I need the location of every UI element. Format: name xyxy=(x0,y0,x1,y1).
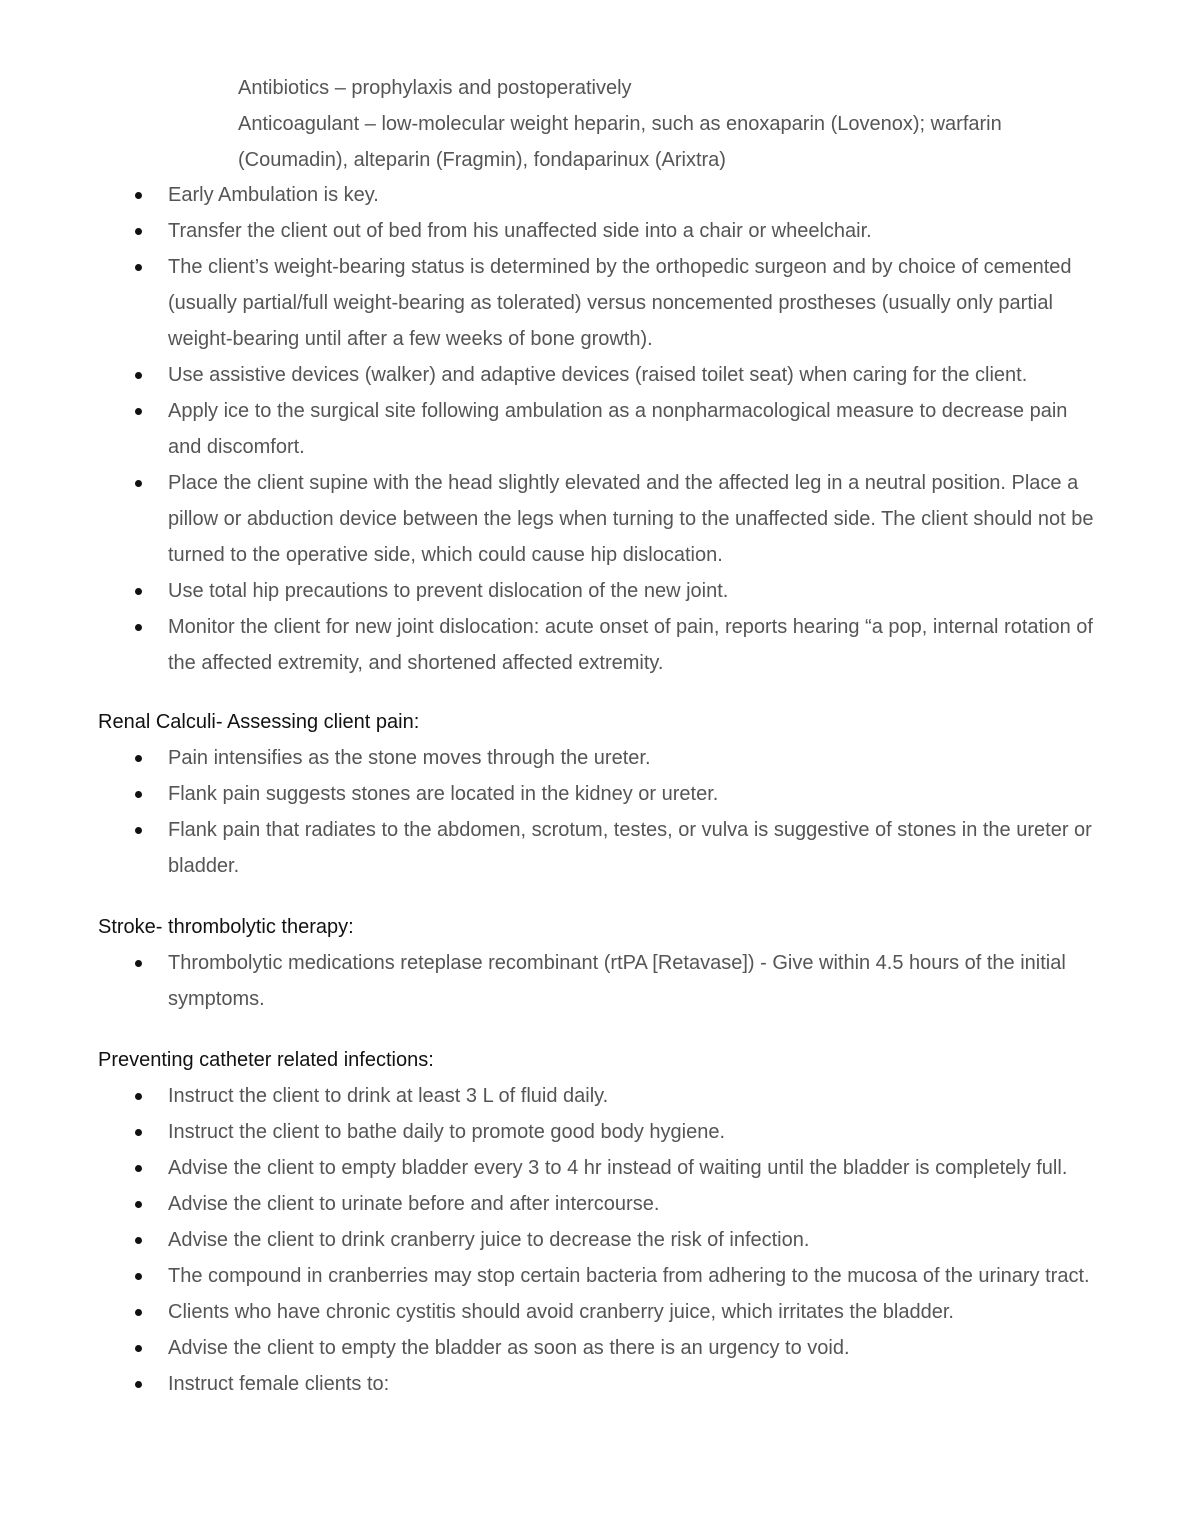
bullet-icon xyxy=(135,827,142,834)
medication-line: Antibiotics – prophylaxis and postoperatively xyxy=(238,77,632,99)
list-item xyxy=(98,1114,1098,1150)
bullet-icon xyxy=(135,372,142,379)
bullet-icon xyxy=(135,960,142,967)
stroke-section xyxy=(98,909,1098,1017)
list-item xyxy=(98,573,1098,609)
list-item xyxy=(98,812,1098,884)
bullet-icon xyxy=(135,1201,142,1208)
list-item-text: Advise the client to empty the bladder as soon as there is an urgency to void. xyxy=(168,1337,850,1359)
list-item xyxy=(98,1294,1098,1330)
list-item-text: Transfer the client out of bed from his unaffected side into a chair or wheelchair. xyxy=(168,220,872,242)
list-item xyxy=(98,945,1098,1017)
list-item-text: Use assistive devices (walker) and adaptive devices (raised toilet seat) when caring for the client. xyxy=(168,364,1028,386)
list-item-text: Apply ice to the surgical site following ambulation as a nonpharmacological measure to decrease pain and discomfort. xyxy=(168,400,1068,458)
list-item xyxy=(98,1186,1098,1222)
bullet-icon xyxy=(135,480,142,487)
list-item-text: Instruct the client to drink at least 3 L of fluid daily. xyxy=(168,1085,609,1107)
list-item xyxy=(98,1366,1098,1402)
list-item-text: Flank pain suggests stones are located in the kidney or ureter. xyxy=(168,783,719,805)
bullet-icon xyxy=(135,791,142,798)
list-item-text: Pain intensifies as the stone moves through the ureter. xyxy=(168,747,651,769)
bullet-icon xyxy=(135,1129,142,1136)
list-item-text: Monitor the client for new joint dislocation: acute onset of pain, reports hearing “a pop, internal rotation of the affected extremity, and shortened affected extremity. xyxy=(168,616,1093,674)
bullet-icon xyxy=(135,1237,142,1244)
list-item-text: Advise the client to urinate before and after intercourse. xyxy=(168,1193,660,1215)
list-item xyxy=(98,357,1098,393)
list-item-text: Instruct female clients to: xyxy=(168,1373,390,1395)
medication-line: (Coumadin), alteparin (Fragmin), fondaparinux (Arixtra) xyxy=(238,149,726,171)
bullet-list xyxy=(98,177,1098,681)
section-heading: Preventing catheter related infections: xyxy=(98,1049,434,1071)
list-item xyxy=(98,776,1098,812)
bullet-icon xyxy=(135,192,142,199)
list-item xyxy=(98,1222,1098,1258)
bullet-icon xyxy=(135,624,142,631)
list-item-text: The client’s weight-bearing status is determined by the orthopedic surgeon and by choice of cemented (usually partial/full weight-bearing as tolerated) versus noncemented prostheses (usually only partial weight-bearing until after a few weeks of bone growth). xyxy=(168,256,1072,350)
list-item-text: Advise the client to empty bladder every 3 to 4 hr instead of waiting until the bladder is completely full. xyxy=(168,1157,1068,1179)
bullet-icon xyxy=(135,1273,142,1280)
bullet-list xyxy=(98,740,1098,884)
bullet-icon xyxy=(135,1345,142,1352)
list-item-text: Clients who have chronic cystitis should avoid cranberry juice, which irritates the bladder. xyxy=(168,1301,954,1323)
section-heading: Stroke- thrombolytic therapy: xyxy=(98,916,354,938)
bullet-list xyxy=(98,1078,1098,1402)
list-item-text: Early Ambulation is key. xyxy=(168,184,379,206)
medication-line: Anticoagulant – low-molecular weight heparin, such as enoxaparin (Lovenox); warfarin xyxy=(238,113,1002,135)
bullet-icon xyxy=(135,1093,142,1100)
list-item xyxy=(98,740,1098,776)
list-item xyxy=(98,1258,1098,1294)
list-item-text: Advise the client to drink cranberry juice to decrease the risk of infection. xyxy=(168,1229,810,1251)
hip-care-section xyxy=(98,177,1098,681)
bullet-icon xyxy=(135,1309,142,1316)
list-item xyxy=(98,1150,1098,1186)
list-item xyxy=(98,1330,1098,1366)
bullet-icon xyxy=(135,408,142,415)
medication-sublist xyxy=(238,70,1098,178)
section-heading: Renal Calculi- Assessing client pain: xyxy=(98,711,420,733)
bullet-icon xyxy=(135,1381,142,1388)
list-item xyxy=(98,213,1098,249)
list-item-text: Use total hip precautions to prevent dislocation of the new joint. xyxy=(168,580,729,602)
list-item xyxy=(98,177,1098,213)
list-item xyxy=(98,609,1098,681)
list-item xyxy=(98,393,1098,465)
list-item xyxy=(98,1078,1098,1114)
bullet-icon xyxy=(135,1165,142,1172)
list-item xyxy=(98,465,1098,573)
list-item xyxy=(98,249,1098,357)
list-item-text: Place the client supine with the head slightly elevated and the affected leg in a neutral position. Place a pillow or abduction device between the legs when turning to the unaffected side. The client should not be turned to the operative side, which could cause hip dislocation. xyxy=(168,472,1094,566)
list-item-text: Thrombolytic medications reteplase recombinant (rtPA [Retavase]) - Give within 4.5 hours of the initial symptoms. xyxy=(168,952,1066,1010)
catheter-infection-section xyxy=(98,1042,1098,1402)
bullet-list xyxy=(98,945,1098,1017)
bullet-icon xyxy=(135,264,142,271)
bullet-icon xyxy=(135,228,142,235)
renal-calculi-section xyxy=(98,704,1098,884)
list-item-text: The compound in cranberries may stop certain bacteria from adhering to the mucosa of the urinary tract. xyxy=(168,1265,1090,1287)
bullet-icon xyxy=(135,588,142,595)
list-item-text: Flank pain that radiates to the abdomen, scrotum, testes, or vulva is suggestive of stones in the ureter or bladder. xyxy=(168,819,1092,877)
list-item-text: Instruct the client to bathe daily to promote good body hygiene. xyxy=(168,1121,726,1143)
bullet-icon xyxy=(135,755,142,762)
